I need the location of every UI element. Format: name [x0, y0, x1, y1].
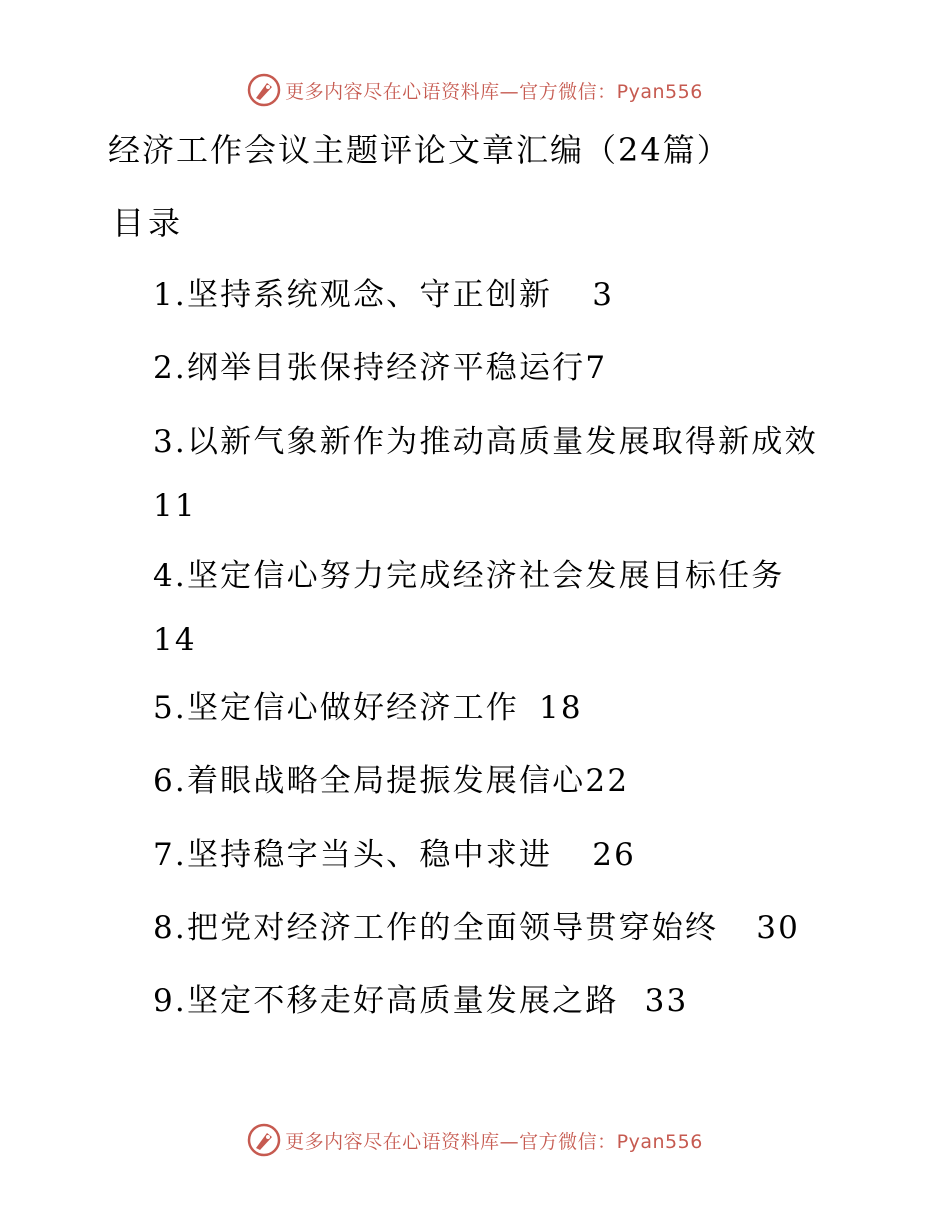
toc-heading: 目录 — [112, 204, 185, 242]
watermark-text: 更多内容尽在心语资料库—官方微信：Pyan556 — [285, 1130, 703, 1153]
watermark-text: 更多内容尽在心语资料库—官方微信：Pyan556 — [285, 80, 703, 103]
toc-item-label: 8.把党对经济工作的全面领导贯穿始终 — [153, 910, 719, 946]
toc-item-page: 33 — [644, 983, 689, 1019]
footer-watermark — [0, 1120, 950, 1160]
toc-item-page: 26 — [592, 837, 637, 873]
toc-item-page: 22 — [585, 763, 630, 799]
toc-item — [153, 824, 853, 886]
toc-item — [153, 897, 853, 959]
toc-item — [153, 750, 853, 812]
toc-item — [153, 677, 853, 739]
toc-item — [153, 544, 853, 672]
pen-nib-circle-logo-icon — [247, 1123, 281, 1157]
toc-item-label: 9.坚定不移走好高质量发展之路 — [153, 983, 619, 1019]
toc-item-page: 18 — [538, 690, 583, 726]
toc-item-page: 7 — [585, 350, 608, 386]
toc-item-label: 1.坚持系统观念、守正创新 — [153, 277, 553, 313]
toc-item-page: 3 — [592, 277, 615, 313]
toc-item-page: 11 — [153, 488, 197, 524]
toc-item — [153, 970, 853, 1032]
toc-item-page: 30 — [756, 910, 801, 946]
toc-item-label: 2.纲举目张保持经济平稳运行 — [153, 350, 586, 386]
toc-item-label: 7.坚持稳字当头、稳中求进 — [153, 837, 553, 873]
header-watermark — [0, 70, 950, 110]
toc-item — [153, 410, 853, 538]
toc-item-label: 4.坚定信心努力完成经济社会发展目标任务 — [153, 558, 785, 594]
toc-item-label: 6.着眼战略全局提振发展信心 — [153, 763, 586, 799]
toc-item — [153, 264, 853, 326]
toc-item-label: 5.坚定信心做好经济工作 — [153, 690, 519, 726]
pen-nib-circle-logo-icon — [247, 73, 281, 107]
toc-item — [153, 337, 853, 399]
document-title: 经济工作会议主题评论文章汇编（24篇） — [108, 131, 731, 169]
toc-item-page: 14 — [153, 622, 197, 658]
toc-item-label: 3.以新气象新作为推动高质量发展取得新成效 — [153, 424, 818, 460]
